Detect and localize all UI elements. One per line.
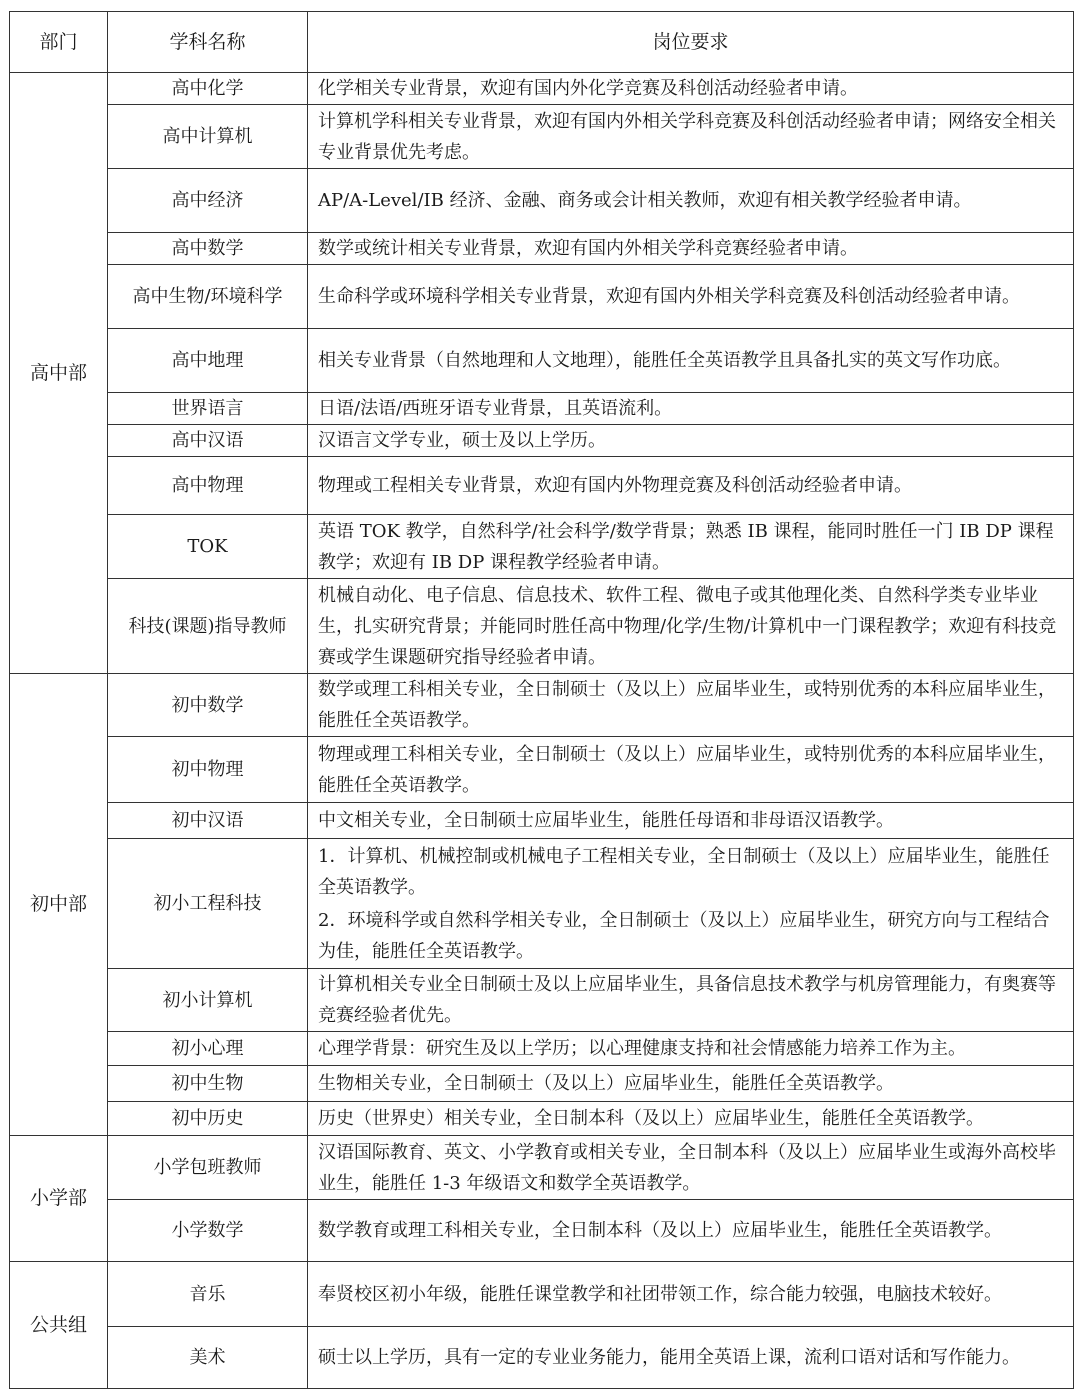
- subject-cell: 初小心理: [108, 1032, 308, 1066]
- subject-cell: 高中生物/环境科学: [108, 265, 308, 329]
- table-row: [10, 737, 1074, 803]
- table-row: [10, 1102, 1074, 1136]
- requirement-cell: 生物相关专业，全日制硕士（及以上）应届毕业生，能胜任全英语教学。: [308, 1066, 1074, 1102]
- requirement-cell: 数学或统计相关专业背景，欢迎有国内外相关学科竞赛经验者申请。: [308, 233, 1074, 265]
- table-row: [10, 1136, 1074, 1200]
- requirement-cell: 数学教育或理工科相关专业，全日制本科（及以上）应届毕业生，能胜任全英语教学。: [308, 1200, 1074, 1262]
- requirement-cell: 中文相关专业，全日制硕士应届毕业生，能胜任母语和非母语汉语教学。: [308, 803, 1074, 839]
- table-row: [10, 425, 1074, 457]
- requirement-cell: 汉语言文学专业，硕士及以上学历。: [308, 425, 1074, 457]
- table-row: [10, 839, 1074, 969]
- requirement-cell: 物理或理工科相关专业，全日制硕士（及以上）应届毕业生，或特别优秀的本科应届毕业生，能胜任全英语教学。: [308, 737, 1074, 803]
- table-row: [10, 73, 1074, 105]
- table-row: [10, 1200, 1074, 1262]
- requirement-item-2: 2．环境科学或自然科学相关专业，全日制硕士（及以上）应届毕业生，研究方向与工程结合为佳，能胜任全英语教学。: [318, 909, 1050, 962]
- table-row: [10, 105, 1074, 169]
- header-requirement: 岗位要求: [308, 12, 1074, 73]
- requirement-item-1: 1．计算机、机械控制或机械电子工程相关专业，全日制硕士（及以上）应届毕业生，能胜任全英语教学。: [318, 845, 1050, 898]
- requirement-cell: 相关专业背景（自然地理和人文地理），能胜任全英语教学且具备扎实的英文写作功底。: [308, 329, 1074, 393]
- requirement-cell: 历史（世界史）相关专业，全日制本科（及以上）应届毕业生，能胜任全英语教学。: [308, 1102, 1074, 1136]
- requirement-cell: 数学或理工科相关专业，全日制硕士（及以上）应届毕业生，或特别优秀的本科应届毕业生，能胜任全英语教学。: [308, 674, 1074, 737]
- table-row: [10, 1066, 1074, 1102]
- table-row: [10, 515, 1074, 579]
- subject-cell: 高中地理: [108, 329, 308, 393]
- subject-cell: 初小计算机: [108, 969, 308, 1032]
- dept-high-school: 高中部: [10, 73, 108, 674]
- subject-cell: 科技(课题)指导教师: [108, 579, 308, 674]
- table-row: [10, 969, 1074, 1032]
- requirement-cell: 硕士以上学历，具有一定的专业业务能力，能用全英语上课，流利口语对话和写作能力。: [308, 1327, 1074, 1389]
- table-header-row: [10, 12, 1074, 73]
- table-row: [10, 1262, 1074, 1327]
- header-dept: 部门: [10, 12, 108, 73]
- table-row: [10, 233, 1074, 265]
- table-row: [10, 579, 1074, 674]
- subject-cell: 初中数学: [108, 674, 308, 737]
- subject-cell: 高中化学: [108, 73, 308, 105]
- dept-primary-school: 小学部: [10, 1136, 108, 1262]
- requirement-cell: 日语/法语/西班牙语专业背景，且英语流利。: [308, 393, 1074, 425]
- requirement-cell: AP/A-Level/IB 经济、金融、商务或会计相关教师，欢迎有相关教学经验者申请。: [308, 169, 1074, 233]
- subject-cell: 初中历史: [108, 1102, 308, 1136]
- dept-public-group: 公共组: [10, 1262, 108, 1389]
- subject-cell: 高中汉语: [108, 425, 308, 457]
- subject-cell: 高中数学: [108, 233, 308, 265]
- table-row: [10, 1032, 1074, 1066]
- requirement-cell: 计算机学科相关专业背景，欢迎有国内外相关学科竞赛及科创活动经验者申请；网络安全相关专业背景优先考虑。: [308, 105, 1074, 169]
- subject-cell: 初小工程科技: [108, 839, 308, 969]
- subject-cell: 初中物理: [108, 737, 308, 803]
- subject-cell: 初中汉语: [108, 803, 308, 839]
- subject-cell: 初中生物: [108, 1066, 308, 1102]
- requirement-cell: 计算机相关专业全日制硕士及以上应届毕业生，具备信息技术教学与机房管理能力，有奥赛等竞赛经验者优先。: [308, 969, 1074, 1032]
- requirement-cell: 生命科学或环境科学相关专业背景，欢迎有国内外相关学科竞赛及科创活动经验者申请。: [308, 265, 1074, 329]
- table-row: [10, 265, 1074, 329]
- table-row: [10, 457, 1074, 515]
- subject-cell: 音乐: [108, 1262, 308, 1327]
- subject-cell: 美术: [108, 1327, 308, 1389]
- requirement-cell: 英语 TOK 教学，自然科学/社会科学/数学背景；熟悉 IB 课程，能同时胜任一门 IB DP 课程教学；欢迎有 IB DP 课程教学经验者申请。: [308, 515, 1074, 579]
- subject-cell: 高中计算机: [108, 105, 308, 169]
- subject-cell: 小学数学: [108, 1200, 308, 1262]
- requirement-cell: 汉语国际教育、英文、小学教育或相关专业，全日制本科（及以上）应届毕业生或海外高校毕业生，能胜任 1-3 年级语文和数学全英语教学。: [308, 1136, 1074, 1200]
- requirement-cell: 心理学背景：研究生及以上学历；以心理健康支持和社会情感能力培养工作为主。: [308, 1032, 1074, 1066]
- subject-cell: 高中物理: [108, 457, 308, 515]
- subject-cell: 高中经济: [108, 169, 308, 233]
- table-row: [10, 674, 1074, 737]
- requirement-cell: [308, 839, 1074, 969]
- subject-cell: TOK: [108, 515, 308, 579]
- subject-cell: 世界语言: [108, 393, 308, 425]
- requirement-cell: 物理或工程相关专业背景，欢迎有国内外物理竞赛及科创活动经验者申请。: [308, 457, 1074, 515]
- table-row: [10, 329, 1074, 393]
- subject-cell: 小学包班教师: [108, 1136, 308, 1200]
- table-row: [10, 393, 1074, 425]
- dept-middle-school: 初中部: [10, 674, 108, 1136]
- table-row: [10, 1327, 1074, 1389]
- requirement-cell: 机械自动化、电子信息、信息技术、软件工程、微电子或其他理化类、自然科学类专业毕业生，扎实研究背景；并能同时胜任高中物理/化学/生物/计算机中一门课程教学；欢迎有科技竞赛或学生课题研究指导经验者申请。: [308, 579, 1074, 674]
- header-subject: 学科名称: [108, 12, 308, 73]
- table-row: [10, 803, 1074, 839]
- requirement-cell: 化学相关专业背景，欢迎有国内外化学竞赛及科创活动经验者申请。: [308, 73, 1074, 105]
- job-requirements-table: [9, 11, 1074, 1389]
- requirement-cell: 奉贤校区初小年级，能胜任课堂教学和社团带领工作，综合能力较强，电脑技术较好。: [308, 1262, 1074, 1327]
- table-row: [10, 169, 1074, 233]
